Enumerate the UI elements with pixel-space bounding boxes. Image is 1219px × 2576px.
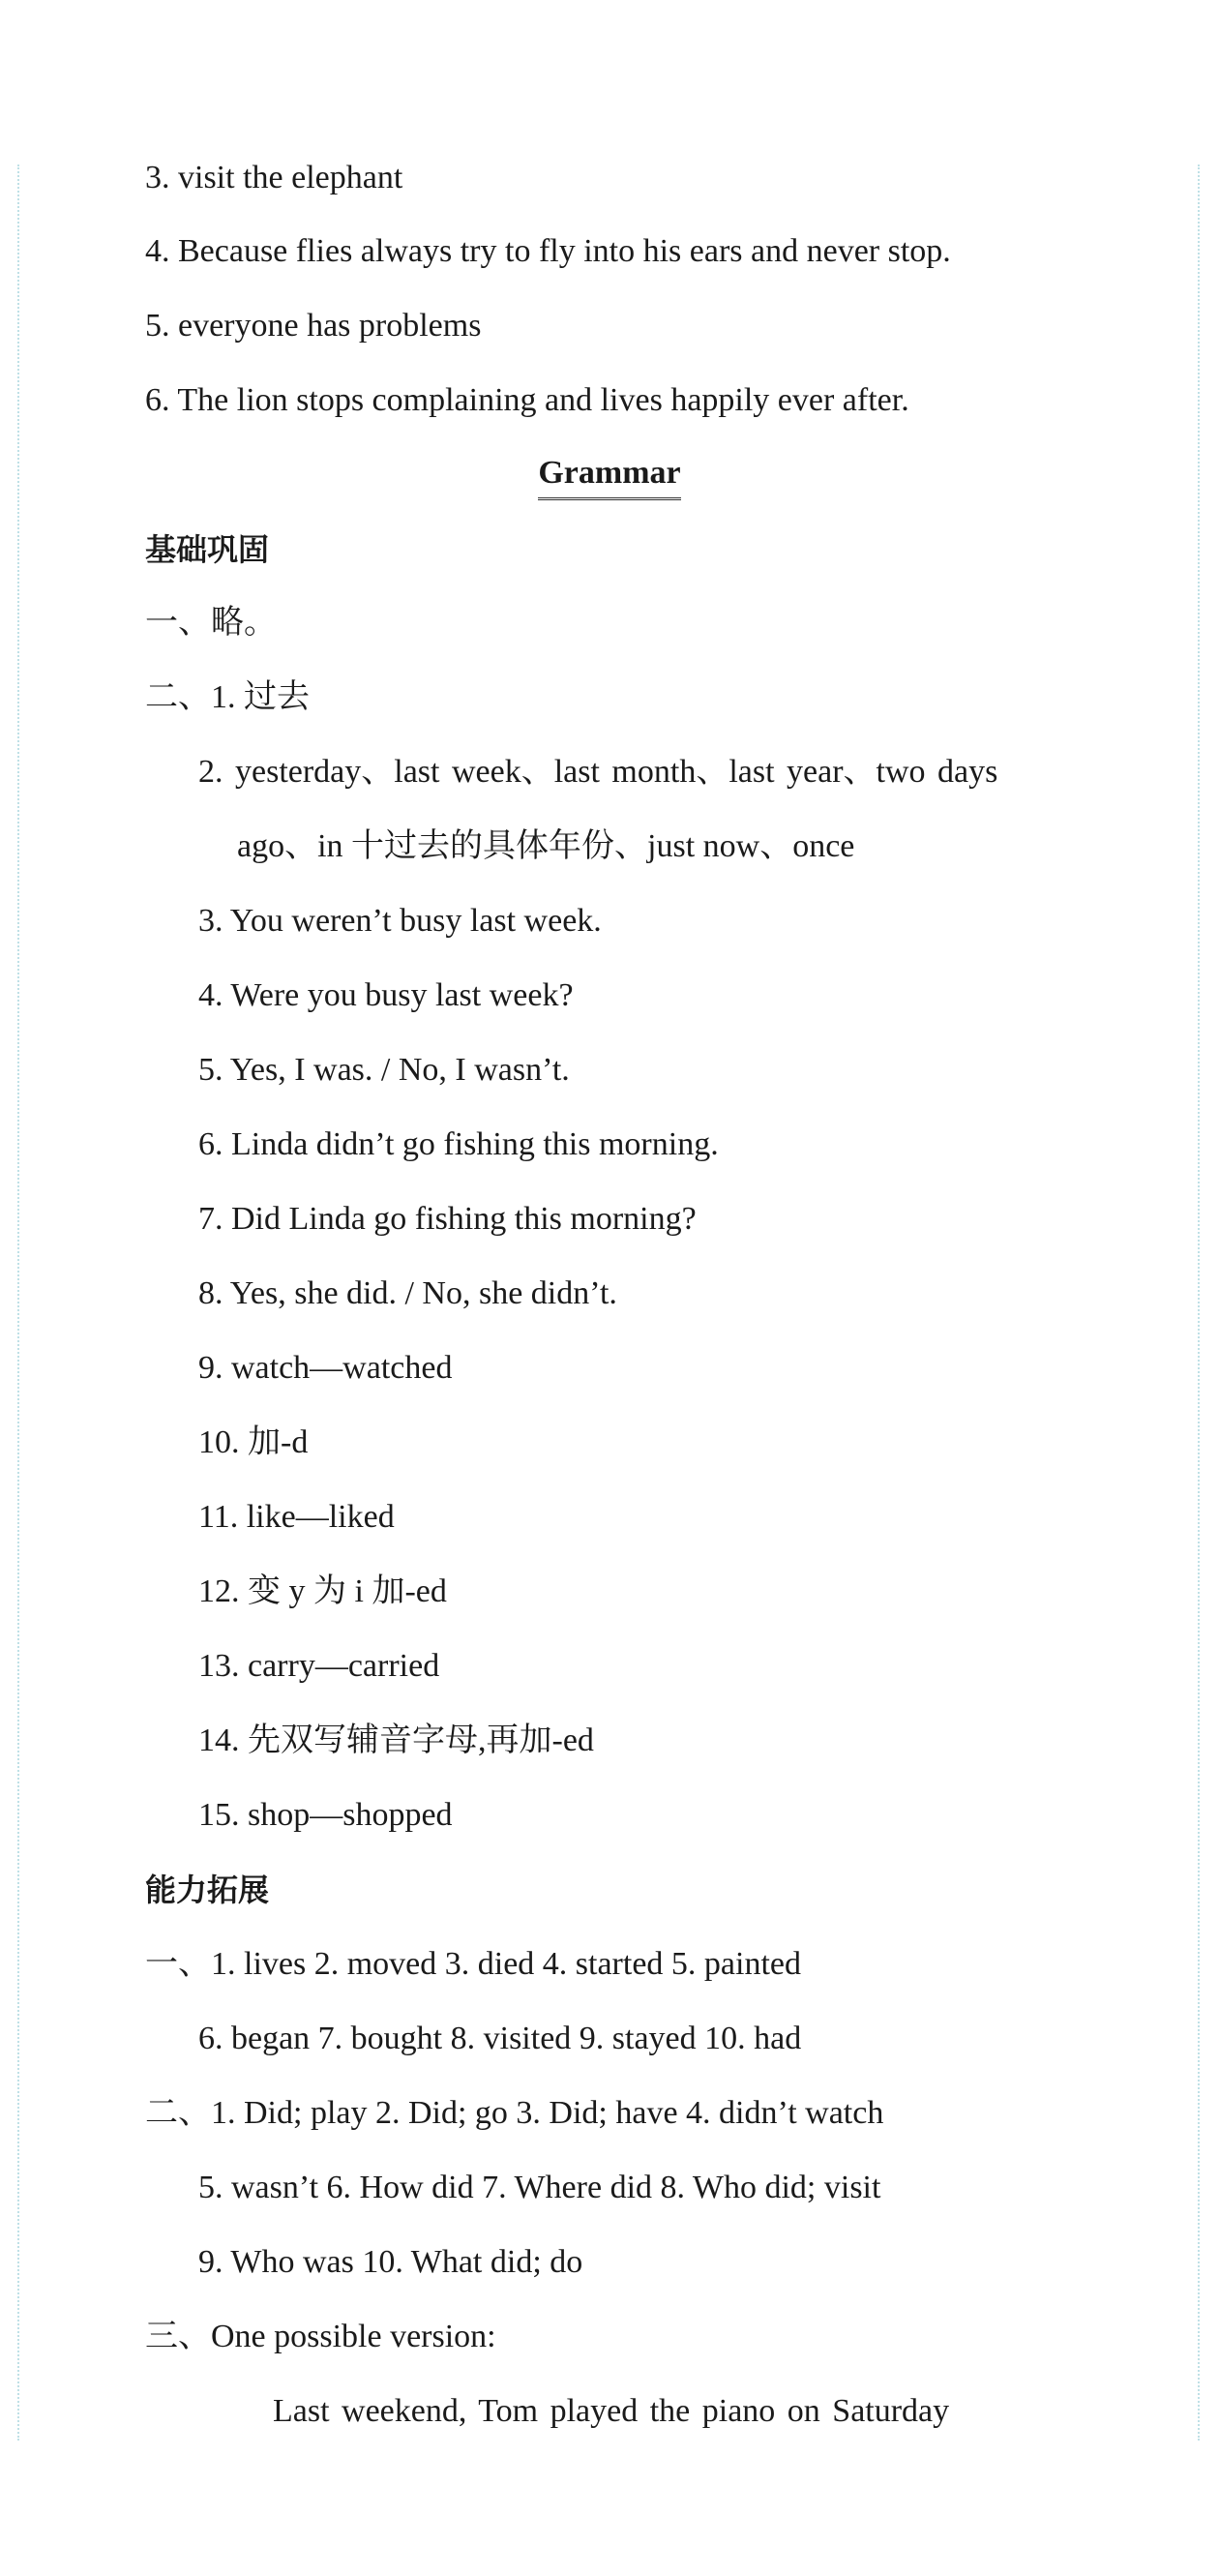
answer-line: 15. shop—shopped	[198, 1797, 453, 1833]
section-title	[0, 455, 1219, 500]
answer-line: 8. Yes, she did. / No, she didn’t.	[198, 1275, 617, 1311]
answer-line: 13. carry—carried	[198, 1648, 440, 1684]
answer-line: 10. 加-d	[198, 1424, 309, 1460]
answer-line: 7. Did Linda go fishing this morning?	[198, 1201, 697, 1237]
answer-line: 4. Were you busy last week?	[198, 977, 574, 1013]
part2-first-line: 二、1. 过去	[145, 679, 310, 715]
heading-basic: 基础巩固	[145, 531, 270, 568]
answer-line: 4. Because flies always try to fly into his ears and never stop.	[145, 233, 951, 269]
answer-line: 6. Linda didn’t go fishing this morning.	[198, 1126, 719, 1162]
answer-line: 11. like—liked	[198, 1499, 395, 1535]
part1-line: 一、略。	[145, 605, 277, 641]
answer-line: 6. The lion stops complaining and lives happily ever after.	[145, 382, 909, 418]
answer-line: 9. Who was 10. What did; do	[198, 2244, 583, 2280]
answer-line: 2. yesterday、last week、last month、last year、two days	[198, 754, 998, 790]
grammar-title: Grammar	[538, 455, 680, 500]
answer-line: 6. began 7. bought 8. visited 9. stayed 10. had	[198, 2021, 802, 2056]
left-dotted-margin	[17, 165, 19, 2441]
answer-line: 5. wasn’t 6. How did 7. Where did 8. Who did; visit	[198, 2170, 881, 2205]
answer-line: 一、1. lives 2. moved 3. died 4. started 5. painted	[145, 1946, 801, 1982]
answer-line: 3. You weren’t busy last week.	[198, 903, 602, 939]
answer-line: 3. visit the elephant	[145, 160, 403, 195]
answer-line: 12. 变 y 为 i 加-ed	[198, 1573, 447, 1609]
answer-line: 5. Yes, I was. / No, I wasn’t.	[198, 1052, 570, 1088]
essay-line: Last weekend, Tom played the piano on Saturday	[273, 2393, 950, 2429]
right-dotted-margin	[1198, 165, 1200, 2441]
answer-line: 二、1. Did; play 2. Did; go 3. Did; have 4. didn’t watch	[145, 2095, 884, 2131]
answer-line: 9. watch—watched	[198, 1350, 453, 1386]
part3-line: 三、One possible version:	[145, 2319, 496, 2354]
answer-line: 5. everyone has problems	[145, 308, 482, 344]
answer-line: 14. 先双写辅音字母,再加-ed	[198, 1722, 594, 1758]
answer-line: ago、in 十过去的具体年份、just now、once	[237, 828, 855, 864]
heading-extension: 能力拓展	[145, 1872, 270, 1908]
